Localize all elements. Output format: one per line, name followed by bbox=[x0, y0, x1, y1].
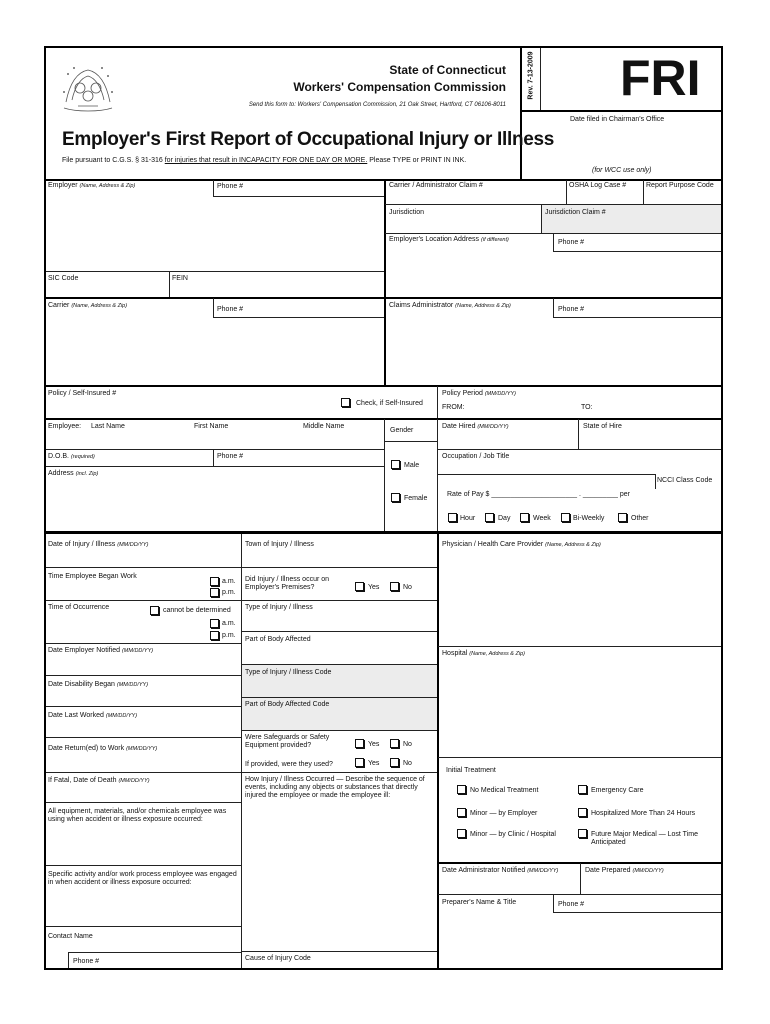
used-no-label: No bbox=[403, 760, 412, 767]
osha-log-label: OSHA Log Case # bbox=[569, 182, 627, 189]
pay-day-label: Day bbox=[498, 515, 511, 522]
hospitalized-label: Hospitalized More Than 24 Hours bbox=[591, 810, 696, 817]
pay-week-label: Week bbox=[533, 515, 551, 522]
safeguards-no-label: No bbox=[403, 741, 412, 748]
employer-label: Employer (Name, Address & Zip) bbox=[48, 182, 136, 189]
form-title: Employer's First Report of Occupational Injury or Illness bbox=[62, 129, 555, 150]
pay-hour-checkbox[interactable] bbox=[448, 513, 457, 522]
date-disability-label: Date Disability Began (MM/DD/YY) bbox=[48, 681, 149, 688]
date-last-worked-label: Date Last Worked (MM/DD/YY) bbox=[48, 712, 138, 719]
time-began-work-label: Time Employee Began Work bbox=[48, 573, 137, 580]
activity-label: Specific activity and/or work process employee was engaged in when accident or illness exposure occurred: bbox=[48, 871, 237, 886]
emergency-care-checkbox[interactable] bbox=[578, 785, 587, 794]
safeguards-label: Were Safeguards or Safety Equipment provided? bbox=[245, 734, 330, 749]
contact-phone-label: Phone # bbox=[73, 958, 100, 965]
state-name: State of Connecticut bbox=[389, 63, 506, 77]
hospitalized-checkbox[interactable] bbox=[578, 808, 587, 817]
hospital-label: Hospital (Name, Address & Zip) bbox=[442, 650, 525, 657]
self-insured-checkbox[interactable] bbox=[341, 398, 350, 407]
time-of-occurrence-label: Time of Occurrence bbox=[48, 604, 110, 611]
pay-hour-label: Hour bbox=[460, 515, 476, 522]
premises-yes-label: Yes bbox=[368, 584, 380, 591]
jurisdiction-label: Jurisdiction bbox=[389, 209, 425, 216]
report-purpose-label: Report Purpose Code bbox=[646, 182, 714, 189]
safeguards-yes-label: Yes bbox=[368, 741, 380, 748]
file-pursuant: File pursuant to C.G.S. § 31-316 for injuries that result in INCAPACITY FOR ONE DAY OR MORE. Please TYPE or PRINT IN INK. bbox=[62, 157, 467, 164]
minor-clinic-label: Minor — by Clinic / Hospital bbox=[470, 831, 556, 838]
no-medical-checkbox[interactable] bbox=[457, 785, 466, 794]
policy-to-label: TO: bbox=[581, 404, 593, 411]
cannot-determine-label: cannot be determined bbox=[163, 607, 231, 614]
employee-address-label: Address (incl. Zip) bbox=[48, 470, 99, 477]
began-pm-checkbox[interactable] bbox=[210, 588, 219, 597]
date-admin-notified-label: Date Administrator Notified (MM/DD/YY) bbox=[442, 867, 559, 874]
employee-first-name-label: First Name bbox=[194, 423, 229, 430]
gender-male-label: Male bbox=[404, 462, 420, 469]
began-am-checkbox[interactable] bbox=[210, 577, 219, 586]
pay-biweekly-label: Bi-Weekly bbox=[573, 515, 605, 522]
type-injury-code-label: Type of Injury / Illness Code bbox=[245, 669, 332, 676]
sic-code-label: SIC Code bbox=[48, 275, 79, 282]
equipment-label: All equipment, materials, and/or chemicals employee was using when accident or illness exposure occurred: bbox=[48, 808, 227, 823]
employee-label: Employee: bbox=[48, 423, 82, 430]
future-medical-checkbox[interactable] bbox=[578, 829, 587, 838]
future-medical-label: Future Major Medical — Lost Time Anticipated bbox=[591, 831, 698, 846]
part-of-body-label: Part of Body Affected bbox=[245, 636, 311, 643]
commission-name: Workers' Compensation Commission bbox=[293, 80, 506, 94]
how-injury-occurred-label: How Injury / Illness Occurred — Describe the sequence of events, including any objects or substances that directly injured the employee or made the employee ill: bbox=[245, 776, 425, 799]
town-of-injury-label: Town of Injury / Illness bbox=[245, 541, 314, 548]
occupation-label: Occupation / Job Title bbox=[442, 453, 510, 460]
date-of-injury-label: Date of Injury / Illness (MM/DD/YY) bbox=[48, 541, 149, 548]
minor-employer-label: Minor — by Employer bbox=[470, 810, 538, 817]
preparer-name-label: Preparer's Name & Title bbox=[442, 899, 517, 906]
gender-female-checkbox[interactable] bbox=[391, 493, 400, 502]
date-hired-label: Date Hired (MM/DD/YY) bbox=[442, 423, 509, 430]
jurisdiction-claim-label: Jurisdiction Claim # bbox=[545, 209, 606, 216]
employee-middle-name-label: Middle Name bbox=[303, 423, 345, 430]
no-medical-label: No Medical Treatment bbox=[470, 787, 539, 794]
location-address-label: Employer's Location Address (if different) bbox=[389, 236, 509, 243]
gender-female-label: Female bbox=[404, 495, 428, 502]
date-filed-label: Date filed in Chairman's Office bbox=[570, 116, 665, 123]
send-to: Send this form to: Workers' Compensation Commission, 21 Oak Street, Hartford, CT 06106-8011 bbox=[248, 102, 506, 108]
revision-date: Rev. 7-13-2009 bbox=[527, 51, 535, 100]
pay-other-checkbox[interactable] bbox=[618, 513, 627, 522]
policy-label: Policy / Self-Insured # bbox=[48, 390, 117, 397]
minor-clinic-checkbox[interactable] bbox=[457, 829, 466, 838]
location-phone-label: Phone # bbox=[558, 239, 585, 246]
safeguards-no-checkbox[interactable] bbox=[390, 739, 399, 748]
pay-week-checkbox[interactable] bbox=[520, 513, 529, 522]
emergency-care-label: Emergency Care bbox=[591, 787, 644, 794]
part-body-code-label: Part of Body Affected Code bbox=[245, 701, 330, 708]
safeguards-yes-checkbox[interactable] bbox=[355, 739, 364, 748]
claims-admin-label: Claims Administrator (Name, Address & Zip) bbox=[389, 302, 511, 309]
policy-period-label: Policy Period (MM/DD/YY) bbox=[442, 390, 516, 397]
self-insured-label: Check, if Self-Insured bbox=[356, 400, 423, 407]
used-yes-checkbox[interactable] bbox=[355, 758, 364, 767]
date-prepared-label: Date Prepared (MM/DD/YY) bbox=[585, 867, 664, 874]
carrier-label: Carrier (Name, Address & Zip) bbox=[48, 302, 128, 309]
cannot-determine-checkbox[interactable] bbox=[150, 606, 159, 615]
form-code: FRI bbox=[620, 50, 701, 106]
premises-no-label: No bbox=[403, 584, 412, 591]
wcc-use-only: (for WCC use only) bbox=[592, 167, 652, 174]
cause-of-injury-code-label: Cause of Injury Code bbox=[245, 955, 311, 962]
state-of-hire-label: State of Hire bbox=[583, 423, 622, 430]
date-employer-notified-label: Date Employer Notified (MM/DD/YY) bbox=[48, 647, 154, 654]
gender-label: Gender bbox=[390, 427, 414, 434]
fein-label: FEIN bbox=[172, 275, 188, 282]
preparer-phone-label: Phone # bbox=[558, 901, 585, 908]
pay-day-checkbox[interactable] bbox=[485, 513, 494, 522]
occurrence-pm-checkbox[interactable] bbox=[210, 631, 219, 640]
ncci-class-label: NCCI Class Code bbox=[657, 477, 713, 484]
minor-employer-checkbox[interactable] bbox=[457, 808, 466, 817]
dob-label: D.O.B. (required) bbox=[48, 453, 95, 460]
employee-phone-label: Phone # bbox=[217, 453, 244, 460]
employer-name-field[interactable] bbox=[46, 192, 212, 270]
employee-last-name-label: Last Name bbox=[91, 423, 125, 430]
pay-biweekly-checkbox[interactable] bbox=[561, 513, 570, 522]
occurrence-am-checkbox[interactable] bbox=[210, 619, 219, 628]
carrier-admin-claim-label: Carrier / Administrator Claim # bbox=[389, 182, 483, 189]
type-of-injury-label: Type of Injury / Illness bbox=[245, 604, 313, 611]
occurrence-am-label: a.m. bbox=[222, 620, 236, 627]
pay-other-label: Other bbox=[631, 515, 649, 522]
date-returned-label: Date Return(ed) to Work (MM/DD/YY) bbox=[48, 745, 158, 752]
fatal-date-label: If Fatal, Date of Death (MM/DD/YY) bbox=[48, 777, 150, 784]
claims-phone-label: Phone # bbox=[558, 306, 585, 313]
premises-no-checkbox[interactable] bbox=[390, 582, 399, 591]
began-pm-label: p.m. bbox=[222, 589, 236, 596]
carrier-phone-label: Phone # bbox=[217, 306, 244, 313]
occurrence-pm-label: p.m. bbox=[222, 632, 236, 639]
physician-label: Physician / Health Care Provider (Name, Address & Zip) bbox=[442, 541, 601, 548]
state-seal bbox=[58, 62, 118, 114]
employer-phone-label: Phone # bbox=[217, 183, 244, 190]
gender-male-checkbox[interactable] bbox=[391, 460, 400, 469]
rate-of-pay-label: Rate of Pay $ ______________________ . _________ per bbox=[447, 491, 630, 498]
contact-name-label: Contact Name bbox=[48, 933, 93, 940]
premises-yes-checkbox[interactable] bbox=[355, 582, 364, 591]
premises-label: Did Injury / Illness occur on Employer's Premises? bbox=[245, 576, 330, 591]
used-yes-label: Yes bbox=[368, 760, 380, 767]
began-am-label: a.m. bbox=[222, 578, 236, 585]
safeguards-used-label: If provided, were they used? bbox=[245, 761, 333, 768]
used-no-checkbox[interactable] bbox=[390, 758, 399, 767]
policy-from-label: FROM: bbox=[442, 404, 465, 411]
initial-treatment-label: Initial Treatment bbox=[446, 767, 496, 774]
